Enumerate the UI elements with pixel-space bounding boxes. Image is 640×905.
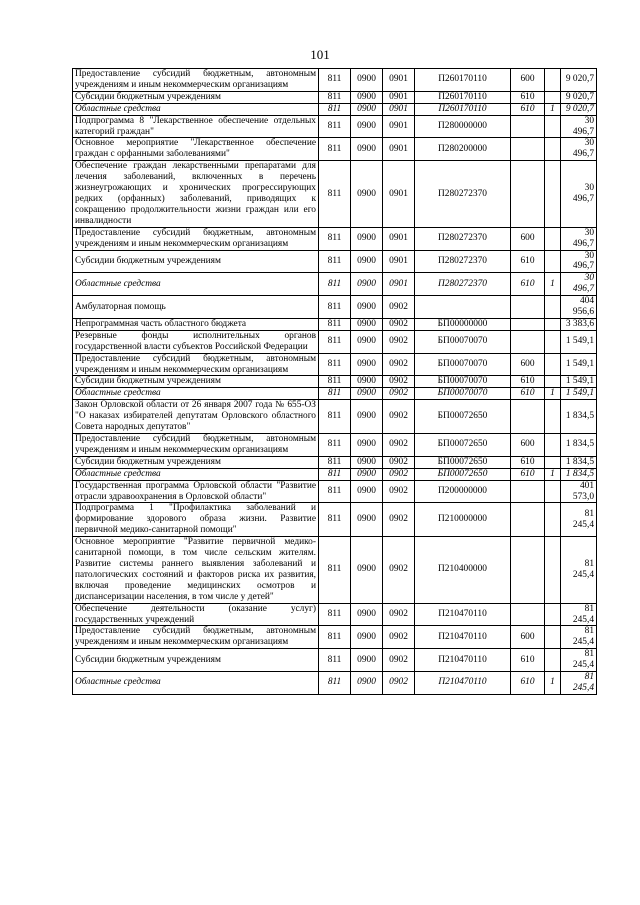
extra-code-cell: [545, 318, 561, 330]
extra-code-cell: [545, 91, 561, 103]
amount-cell: 9 020,7: [561, 69, 597, 92]
section-code-cell: 0900: [351, 468, 383, 480]
table-row: [73, 537, 597, 603]
amount-cell: 81 245,4: [561, 649, 597, 672]
extra-code-cell: [545, 296, 561, 319]
page-number: 101: [310, 47, 330, 62]
row-name-cell: Областные средства: [73, 273, 319, 296]
extra-code-cell: [545, 227, 561, 250]
row-name-cell: Предоставление субсидий бюджетным, автономным учреждениям и иным некоммерческим организациям: [73, 69, 319, 92]
subsection-code-cell: 0901: [383, 273, 415, 296]
expense-type-cell: [511, 603, 545, 626]
grbs-code-cell: 811: [319, 626, 351, 649]
table-row: [73, 161, 597, 227]
row-name-cell: Подпрограмма 1 "Профилактика заболеваний и формирование здорового образа жизни. Развитие первичной медико-санитарной помощи": [73, 503, 319, 537]
grbs-code-cell: 811: [319, 330, 351, 353]
table-row: [73, 456, 597, 468]
subsection-code-cell: 0901: [383, 161, 415, 227]
table-row: [73, 353, 597, 376]
grbs-code-cell: 811: [319, 115, 351, 138]
target-article-cell: БП00070070: [415, 376, 511, 388]
target-article-cell: П280200000: [415, 138, 511, 161]
expense-type-cell: 610: [511, 672, 545, 695]
amount-cell: 404 956,6: [561, 296, 597, 319]
table-row: [73, 138, 597, 161]
row-name-cell: Непрограммная часть областного бюджета: [73, 318, 319, 330]
row-name-cell: Субсидии бюджетным учреждениям: [73, 250, 319, 273]
subsection-code-cell: 0902: [383, 400, 415, 434]
subsection-code-cell: 0901: [383, 115, 415, 138]
row-name-cell: Подпрограмма 8 "Лекарственное обеспечение отдельных категорий граждан": [73, 115, 319, 138]
expense-type-cell: [511, 138, 545, 161]
row-name-cell: Предоставление субсидий бюджетным, автономным учреждениям и иным некоммерческим организациям: [73, 353, 319, 376]
target-article-cell: БП00000000: [415, 318, 511, 330]
section-code-cell: 0900: [351, 503, 383, 537]
subsection-code-cell: 0901: [383, 138, 415, 161]
amount-cell: 1 549,1: [561, 330, 597, 353]
subsection-code-cell: 0902: [383, 456, 415, 468]
expense-type-cell: 610: [511, 91, 545, 103]
amount-cell: 30 496,7: [561, 138, 597, 161]
row-name-cell: Обеспечение деятельности (оказание услуг) государственных учреждений: [73, 603, 319, 626]
amount-cell: 1 834,5: [561, 456, 597, 468]
subsection-code-cell: 0902: [383, 296, 415, 319]
section-code-cell: 0900: [351, 376, 383, 388]
subsection-code-cell: 0902: [383, 353, 415, 376]
section-code-cell: 0900: [351, 330, 383, 353]
amount-cell: 401 573,0: [561, 480, 597, 503]
row-name-cell: Обеспечение граждан лекарственными препаратами для лечения заболеваний, включенных в перечень жизнеугрожающих и хронических прогрессирующих редких (орфанных) заболеваний, приводящих к сокращению продолжительности жизни граждан или его инвалидности: [73, 161, 319, 227]
extra-code-cell: [545, 626, 561, 649]
target-article-cell: БП00072650: [415, 468, 511, 480]
row-name-cell: Областные средства: [73, 468, 319, 480]
section-code-cell: 0900: [351, 296, 383, 319]
extra-code-cell: [545, 537, 561, 603]
row-name-cell: Предоставление субсидий бюджетным, автономным учреждениям и иным некоммерческим организациям: [73, 434, 319, 457]
target-article-cell: БП00072650: [415, 400, 511, 434]
expense-type-cell: 610: [511, 388, 545, 400]
amount-cell: 81 245,4: [561, 503, 597, 537]
grbs-code-cell: 811: [319, 138, 351, 161]
row-name-cell: Субсидии бюджетным учреждениям: [73, 456, 319, 468]
extra-code-cell: [545, 115, 561, 138]
grbs-code-cell: 811: [319, 161, 351, 227]
section-code-cell: 0900: [351, 649, 383, 672]
row-name-cell: Резервные фонды исполнительных органов государственной власти субъектов Российской Федерации: [73, 330, 319, 353]
row-name-cell: Субсидии бюджетным учреждениям: [73, 649, 319, 672]
target-article-cell: БП00072650: [415, 434, 511, 457]
subsection-code-cell: 0902: [383, 672, 415, 695]
grbs-code-cell: 811: [319, 537, 351, 603]
target-article-cell: БП00070070: [415, 353, 511, 376]
section-code-cell: 0900: [351, 388, 383, 400]
section-code-cell: 0900: [351, 69, 383, 92]
amount-cell: 1 549,1: [561, 376, 597, 388]
expense-type-cell: [511, 161, 545, 227]
subsection-code-cell: 0902: [383, 503, 415, 537]
section-code-cell: 0900: [351, 227, 383, 250]
table-row: [73, 480, 597, 503]
section-code-cell: 0900: [351, 138, 383, 161]
section-code-cell: 0900: [351, 91, 383, 103]
grbs-code-cell: 811: [319, 273, 351, 296]
subsection-code-cell: 0901: [383, 103, 415, 115]
grbs-code-cell: 811: [319, 388, 351, 400]
section-code-cell: 0900: [351, 537, 383, 603]
amount-cell: 1 549,1: [561, 388, 597, 400]
expense-type-cell: [511, 537, 545, 603]
extra-code-cell: 1: [545, 103, 561, 115]
target-article-cell: БП00072650: [415, 456, 511, 468]
table-row: [73, 91, 597, 103]
table-row: [73, 672, 597, 695]
extra-code-cell: 1: [545, 273, 561, 296]
subsection-code-cell: 0902: [383, 480, 415, 503]
amount-cell: 81 245,4: [561, 603, 597, 626]
row-name-cell: Областные средства: [73, 672, 319, 695]
expense-type-cell: [511, 503, 545, 537]
target-article-cell: П280272370: [415, 273, 511, 296]
table-row: [73, 318, 597, 330]
table-row: [73, 115, 597, 138]
subsection-code-cell: 0901: [383, 250, 415, 273]
amount-cell: 1 834,5: [561, 434, 597, 457]
section-code-cell: 0900: [351, 400, 383, 434]
expense-type-cell: [511, 296, 545, 319]
row-name-cell: Государственная программа Орловской области "Развитие отрасли здравоохранения в Орловской области": [73, 480, 319, 503]
section-code-cell: 0900: [351, 103, 383, 115]
amount-cell: 1 834,5: [561, 400, 597, 434]
grbs-code-cell: 811: [319, 69, 351, 92]
subsection-code-cell: 0902: [383, 649, 415, 672]
table-row: [73, 400, 597, 434]
grbs-code-cell: 811: [319, 296, 351, 319]
target-article-cell: П260170110: [415, 91, 511, 103]
target-article-cell: П260170110: [415, 69, 511, 92]
extra-code-cell: [545, 376, 561, 388]
section-code-cell: 0900: [351, 672, 383, 695]
target-article-cell: БП00070070: [415, 388, 511, 400]
table-row: [73, 69, 597, 92]
grbs-code-cell: 811: [319, 353, 351, 376]
row-name-cell: Областные средства: [73, 103, 319, 115]
table-row: [73, 468, 597, 480]
table-row: [73, 376, 597, 388]
grbs-code-cell: 811: [319, 480, 351, 503]
amount-cell: 30 496,7: [561, 227, 597, 250]
table-row: [73, 649, 597, 672]
section-code-cell: 0900: [351, 603, 383, 626]
amount-cell: 30 496,7: [561, 250, 597, 273]
subsection-code-cell: 0902: [383, 388, 415, 400]
table-row: [73, 388, 597, 400]
amount-cell: 81 245,4: [561, 672, 597, 695]
amount-cell: 81 245,4: [561, 626, 597, 649]
target-article-cell: П280272370: [415, 250, 511, 273]
amount-cell: 9 020,7: [561, 103, 597, 115]
row-name-cell: Закон Орловской области от 26 января 2007 года № 655-ОЗ "О наказах избирателей депутатам Орловского областного Совета народных депутатов": [73, 400, 319, 434]
extra-code-cell: [545, 138, 561, 161]
section-code-cell: 0900: [351, 250, 383, 273]
grbs-code-cell: 811: [319, 376, 351, 388]
expense-type-cell: 610: [511, 649, 545, 672]
extra-code-cell: [545, 400, 561, 434]
expense-type-cell: 610: [511, 250, 545, 273]
grbs-code-cell: 811: [319, 468, 351, 480]
section-code-cell: 0900: [351, 161, 383, 227]
section-code-cell: 0900: [351, 434, 383, 457]
target-article-cell: П210400000: [415, 537, 511, 603]
subsection-code-cell: 0902: [383, 537, 415, 603]
extra-code-cell: [545, 480, 561, 503]
target-article-cell: П210000000: [415, 503, 511, 537]
amount-cell: 3 383,6: [561, 318, 597, 330]
table-row: [73, 227, 597, 250]
amount-cell: 1 549,1: [561, 353, 597, 376]
budget-table-body: [73, 69, 597, 695]
grbs-code-cell: 811: [319, 227, 351, 250]
extra-code-cell: [545, 69, 561, 92]
expense-type-cell: [511, 400, 545, 434]
amount-cell: 9 020,7: [561, 91, 597, 103]
extra-code-cell: [545, 649, 561, 672]
target-article-cell: [415, 296, 511, 319]
amount-cell: 30 496,7: [561, 161, 597, 227]
grbs-code-cell: 811: [319, 649, 351, 672]
table-row: [73, 603, 597, 626]
table-row: [73, 626, 597, 649]
target-article-cell: БП00070070: [415, 330, 511, 353]
subsection-code-cell: 0902: [383, 468, 415, 480]
section-code-cell: 0900: [351, 456, 383, 468]
table-row: [73, 273, 597, 296]
subsection-code-cell: 0902: [383, 626, 415, 649]
extra-code-cell: [545, 603, 561, 626]
target-article-cell: П280272370: [415, 161, 511, 227]
subsection-code-cell: 0902: [383, 318, 415, 330]
extra-code-cell: [545, 250, 561, 273]
subsection-code-cell: 0901: [383, 91, 415, 103]
section-code-cell: 0900: [351, 115, 383, 138]
expense-type-cell: 610: [511, 456, 545, 468]
expense-type-cell: 610: [511, 376, 545, 388]
row-name-cell: Предоставление субсидий бюджетным, автономным учреждениям и иным некоммерческим организациям: [73, 626, 319, 649]
amount-cell: 30 496,7: [561, 115, 597, 138]
subsection-code-cell: 0902: [383, 330, 415, 353]
row-name-cell: Амбулаторная помощь: [73, 296, 319, 319]
expense-type-cell: [511, 480, 545, 503]
target-article-cell: П280000000: [415, 115, 511, 138]
grbs-code-cell: 811: [319, 456, 351, 468]
extra-code-cell: 1: [545, 388, 561, 400]
subsection-code-cell: 0902: [383, 376, 415, 388]
grbs-code-cell: 811: [319, 318, 351, 330]
budget-table: [72, 68, 597, 695]
target-article-cell: П260170110: [415, 103, 511, 115]
extra-code-cell: [545, 456, 561, 468]
grbs-code-cell: 811: [319, 250, 351, 273]
row-name-cell: Областные средства: [73, 388, 319, 400]
extra-code-cell: 1: [545, 468, 561, 480]
extra-code-cell: [545, 161, 561, 227]
subsection-code-cell: 0902: [383, 603, 415, 626]
amount-cell: 1 834,5: [561, 468, 597, 480]
section-code-cell: 0900: [351, 353, 383, 376]
table-row: [73, 503, 597, 537]
grbs-code-cell: 811: [319, 91, 351, 103]
table-row: [73, 434, 597, 457]
expense-type-cell: [511, 115, 545, 138]
subsection-code-cell: 0901: [383, 69, 415, 92]
amount-cell: 30 496,7: [561, 273, 597, 296]
target-article-cell: П210470110: [415, 603, 511, 626]
grbs-code-cell: 811: [319, 672, 351, 695]
target-article-cell: П200000000: [415, 480, 511, 503]
grbs-code-cell: 811: [319, 103, 351, 115]
subsection-code-cell: 0902: [383, 434, 415, 457]
grbs-code-cell: 811: [319, 400, 351, 434]
section-code-cell: 0900: [351, 273, 383, 296]
extra-code-cell: 1: [545, 672, 561, 695]
table-row: [73, 250, 597, 273]
row-name-cell: Предоставление субсидий бюджетным, автономным учреждениям и иным некоммерческим организациям: [73, 227, 319, 250]
target-article-cell: П210470110: [415, 649, 511, 672]
row-name-cell: Основное мероприятие "Лекарственное обеспечение граждан с орфанными заболеваниями": [73, 138, 319, 161]
subsection-code-cell: 0901: [383, 227, 415, 250]
expense-type-cell: 600: [511, 69, 545, 92]
section-code-cell: 0900: [351, 626, 383, 649]
expense-type-cell: 610: [511, 103, 545, 115]
amount-cell: 81 245,4: [561, 537, 597, 603]
extra-code-cell: [545, 330, 561, 353]
extra-code-cell: [545, 353, 561, 376]
extra-code-cell: [545, 434, 561, 457]
expense-type-cell: 600: [511, 626, 545, 649]
expense-type-cell: [511, 318, 545, 330]
grbs-code-cell: 811: [319, 503, 351, 537]
expense-type-cell: 600: [511, 353, 545, 376]
expense-type-cell: 600: [511, 227, 545, 250]
section-code-cell: 0900: [351, 318, 383, 330]
target-article-cell: П280272370: [415, 227, 511, 250]
table-row: [73, 103, 597, 115]
row-name-cell: Основное мероприятие "Развитие первичной медико-санитарной помощи, в том числе сельским жителям. Развитие системы раннего выявления заболеваний и патологических состояний и факторов риска их развития, включая проведение медицинских осмотров и диспансеризации населения, в том числе у детей": [73, 537, 319, 603]
expense-type-cell: 610: [511, 468, 545, 480]
target-article-cell: П210470110: [415, 626, 511, 649]
grbs-code-cell: 811: [319, 603, 351, 626]
row-name-cell: Субсидии бюджетным учреждениям: [73, 91, 319, 103]
section-code-cell: 0900: [351, 480, 383, 503]
extra-code-cell: [545, 503, 561, 537]
grbs-code-cell: 811: [319, 434, 351, 457]
expense-type-cell: 610: [511, 273, 545, 296]
table-row: [73, 330, 597, 353]
expense-type-cell: [511, 330, 545, 353]
row-name-cell: Субсидии бюджетным учреждениям: [73, 376, 319, 388]
target-article-cell: П210470110: [415, 672, 511, 695]
expense-type-cell: 600: [511, 434, 545, 457]
table-row: [73, 296, 597, 319]
